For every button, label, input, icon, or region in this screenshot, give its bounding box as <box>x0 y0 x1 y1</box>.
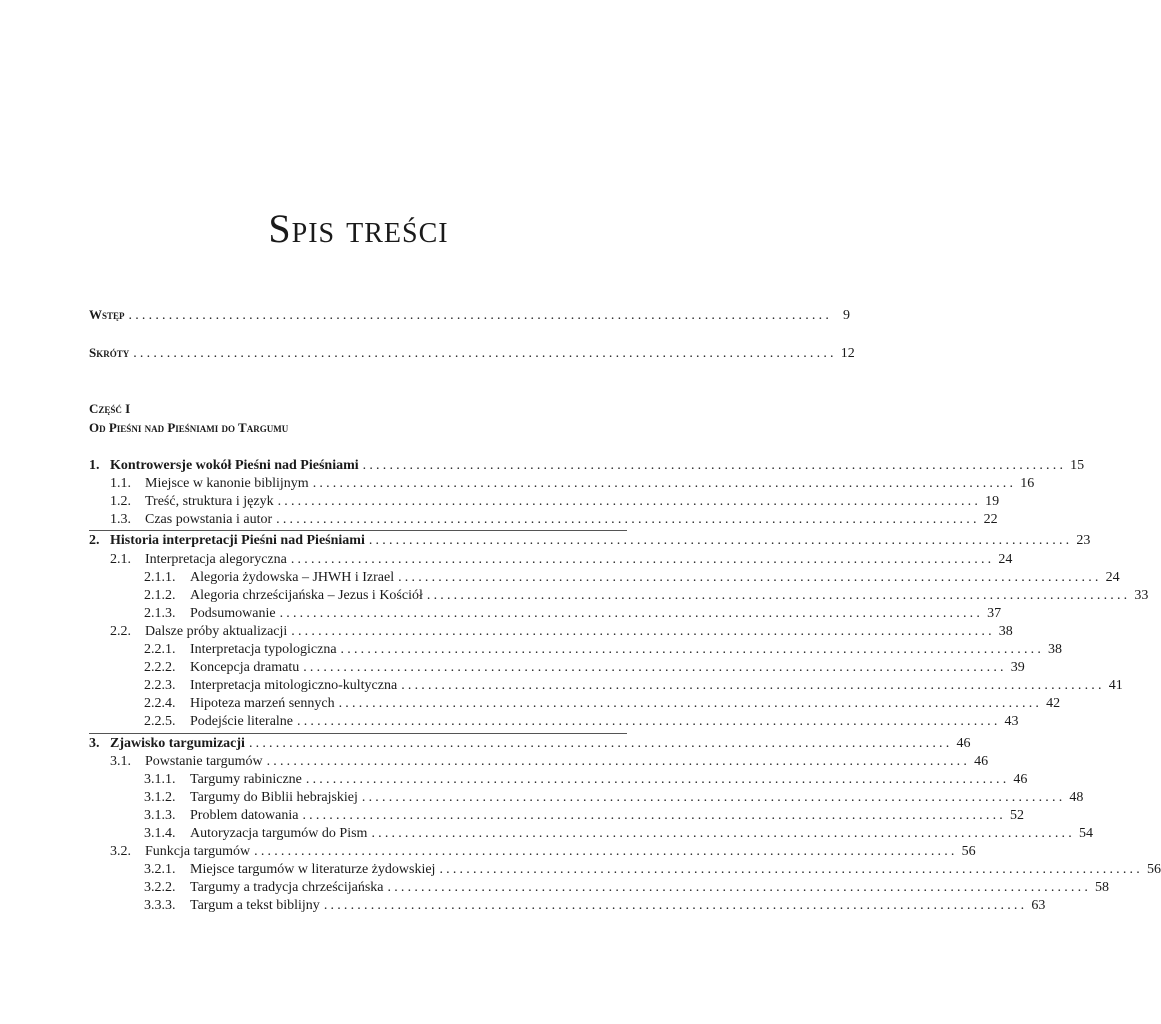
toc-entry-page: 56 <box>1146 862 1161 878</box>
dot-leader: ......................................................................................................... <box>401 678 1105 694</box>
toc-entry-number: 3.3.3. <box>144 898 176 914</box>
dot-leader: ......................................................................................................... <box>279 605 984 621</box>
toc-entry[interactable] <box>89 695 1061 713</box>
dot-leader: ......................................................................................................... <box>128 308 833 323</box>
toc-entry-skroty[interactable] <box>89 344 855 363</box>
toc-entry-label: Podejście literalne <box>190 714 294 730</box>
chapter-divider <box>89 530 627 531</box>
toc-entry[interactable] <box>89 457 1085 475</box>
toc-entry-number: 3.1.2. <box>144 789 176 805</box>
dot-leader: ......................................................................................................... <box>254 844 958 860</box>
toc-entry[interactable] <box>89 551 1013 569</box>
toc-entry-page: 24 <box>1105 569 1120 585</box>
dot-leader: ......................................................................................................... <box>277 494 982 510</box>
toc-entry[interactable] <box>89 511 998 529</box>
toc-entry-page: 42 <box>1046 696 1061 712</box>
toc-entry[interactable] <box>89 532 1091 550</box>
dot-leader: ......................................................................................................... <box>398 569 1102 585</box>
toc-entry-number: 3.1.1. <box>144 771 176 787</box>
toc-entry-label: Targumy rabiniczne <box>190 771 302 787</box>
toc-entry-label: Koncepcja dramatu <box>190 660 300 676</box>
dot-leader: ......................................................................................................... <box>323 898 1028 914</box>
dot-leader: ......................................................................................................... <box>312 476 1017 492</box>
toc-entry-label: Miejsce targumów w literaturze żydowskiej <box>190 862 436 878</box>
toc-entry-number: 3.1.3. <box>144 807 176 823</box>
toc-entry-number: 2.1.1. <box>144 569 176 585</box>
dot-leader: ......................................................................................................... <box>302 807 1006 823</box>
toc-entry[interactable] <box>89 879 1110 897</box>
toc-entry[interactable] <box>89 677 1123 695</box>
toc-entry-number: 1.2. <box>110 494 131 510</box>
toc-entry-page: 38 <box>1048 642 1063 657</box>
toc-entry-page: 12 <box>840 346 855 361</box>
toc-entry-wstep[interactable] <box>89 306 851 325</box>
toc-entry-number: 2.1.3. <box>144 605 176 621</box>
toc-entry-label: Alegoria żydowska – JHWH i Izrael <box>190 569 395 585</box>
toc-entry-page: 9 <box>843 308 851 323</box>
toc-entry-number: 3.1.4. <box>144 826 176 841</box>
toc-entry[interactable] <box>89 493 1000 511</box>
dot-leader: ......................................................................................................... <box>371 826 1075 841</box>
part-subtitle: Od Pieśni nad Pieśniami do Targumu <box>89 420 289 435</box>
toc-entry-label: Podsumowanie <box>190 605 276 621</box>
toc-entry-number: 3.2.2. <box>144 880 176 896</box>
toc-entry-page: 39 <box>1010 660 1025 676</box>
dot-leader: ......................................................................................................... <box>426 587 1131 603</box>
toc-entry-label: Interpretacja mitologiczno-kultyczna <box>190 678 398 694</box>
toc-entry-number: 1.3. <box>110 512 131 528</box>
toc-entry-label: Miejsce w kanonie biblijnym <box>145 476 309 492</box>
dot-leader: ......................................................................................................... <box>439 862 1143 878</box>
toc-entry[interactable] <box>89 771 1028 789</box>
toc-entry-label: Zjawisko targumizacji <box>110 735 245 751</box>
dot-leader: ......................................................................................................... <box>266 753 971 769</box>
toc-entry-number: 3. <box>89 735 100 751</box>
part-label: Część I <box>89 401 131 416</box>
toc-entry-number: 2.1.2. <box>144 587 176 603</box>
toc-entry-number: 2.2. <box>110 623 131 639</box>
toc-entry-page: 22 <box>983 512 998 528</box>
toc-entry-page: 37 <box>987 605 1002 621</box>
toc-entry[interactable] <box>89 807 1024 825</box>
toc-entry-number: 2. <box>89 533 100 549</box>
toc-entry-page: 24 <box>998 551 1013 567</box>
toc-entry-label: Targum a tekst biblijny <box>190 898 320 914</box>
toc-entry-label: Wstęp <box>89 307 125 322</box>
toc-entry[interactable] <box>89 569 1120 587</box>
toc-entry-label: Problem datowania <box>190 807 299 823</box>
toc-entry-label: Interpretacja typologiczna <box>190 642 337 657</box>
dot-leader: ......................................................................................................... <box>133 346 837 361</box>
toc-entry-page: 33 <box>1134 587 1149 603</box>
toc-entry-page: 46 <box>974 753 989 769</box>
toc-entry-page: 15 <box>1070 458 1085 473</box>
toc-entry-label: Powstanie targumów <box>145 753 263 769</box>
page-title: Spis treści <box>268 206 449 251</box>
toc-entry[interactable] <box>89 825 1093 843</box>
dot-leader: ......................................................................................................... <box>361 789 1066 805</box>
dot-leader: ......................................................................................................... <box>387 880 1092 896</box>
toc-entry-number: 2.2.1. <box>144 642 176 657</box>
dot-leader: ......................................................................................................... <box>276 512 980 528</box>
dot-leader: ......................................................................................................... <box>248 735 953 751</box>
toc-entry-label: Historia interpretacji Pieśni nad Pieśniami <box>110 533 365 549</box>
toc-entry[interactable] <box>89 623 1013 641</box>
toc-entry-number: 2.2.2. <box>144 660 176 676</box>
toc-entry-label: Interpretacja alegoryczna <box>145 551 287 567</box>
toc-entry-number: 2.1. <box>110 551 131 567</box>
dot-leader: ......................................................................................................... <box>303 660 1007 676</box>
dot-leader: ......................................................................................................... <box>338 696 1043 712</box>
toc-entry-page: 43 <box>1004 714 1019 730</box>
toc-entry-page: 19 <box>985 494 1000 510</box>
toc-entry-page: 63 <box>1031 898 1046 914</box>
toc-entry-label: Targumy do Biblii hebrajskiej <box>190 789 358 805</box>
toc-entry-number: 1. <box>89 458 100 473</box>
toc-entry-label: Autoryzacja targumów do Pism <box>190 826 368 841</box>
toc-entry-page: 41 <box>1108 678 1123 694</box>
toc-entry-page: 38 <box>998 623 1013 639</box>
toc-entry-page: 46 <box>1013 771 1028 787</box>
toc-entry-page: 16 <box>1020 476 1035 492</box>
toc-entry-label: Kontrowersje wokół Pieśni nad Pieśniami <box>110 458 359 473</box>
toc-entry[interactable] <box>89 659 1025 677</box>
toc-entry[interactable] <box>89 713 1019 731</box>
toc-entry-page: 54 <box>1078 826 1093 841</box>
toc-entry-label: Treść, struktura i język <box>145 494 274 510</box>
toc-entry[interactable] <box>89 605 1002 623</box>
dot-leader: ......................................................................................................... <box>297 714 1001 730</box>
toc-entry-page: 52 <box>1009 807 1024 823</box>
dot-leader: ......................................................................................................... <box>340 642 1045 657</box>
toc-entry[interactable] <box>89 789 1084 807</box>
toc-entry-label: Hipoteza marzeń sennych <box>190 696 335 712</box>
toc-entry-number: 3.2. <box>110 844 131 860</box>
toc-entry-page: 46 <box>956 735 971 751</box>
dot-leader: ......................................................................................................... <box>305 771 1010 787</box>
toc-entry-page: 48 <box>1069 789 1084 805</box>
dot-leader: ......................................................................................................... <box>362 458 1067 473</box>
toc-entry-page: 58 <box>1095 880 1110 896</box>
toc-entry-label: Alegoria chrześcijańska – Jezus i Kościół <box>190 587 423 603</box>
toc-entry-label: Funkcja targumów <box>145 844 251 860</box>
toc-entry-label: Dalsze próby aktualizacji <box>145 623 288 639</box>
toc-entry-label: Czas powstania i autor <box>145 512 273 528</box>
toc-entry[interactable] <box>89 735 971 753</box>
toc-entry-page: 23 <box>1076 533 1091 549</box>
toc-entry-label: Targumy a tradycja chrześcijańska <box>190 880 384 896</box>
toc-entry[interactable] <box>89 475 1035 493</box>
toc-entry-number: 1.1. <box>110 476 131 492</box>
dot-leader: ......................................................................................................... <box>291 623 995 639</box>
toc-entry-page: 56 <box>961 844 976 860</box>
toc-entry-number: 2.2.4. <box>144 696 176 712</box>
toc-entry-number: 2.2.5. <box>144 714 176 730</box>
toc-entry[interactable] <box>89 587 1149 605</box>
toc-entry[interactable] <box>89 753 989 771</box>
toc-entry[interactable] <box>89 641 1063 659</box>
dot-leader: ......................................................................................................... <box>368 533 1073 549</box>
toc-entry[interactable] <box>89 897 1046 915</box>
toc-entry-number: 2.2.3. <box>144 678 176 694</box>
toc-entry[interactable] <box>89 843 976 861</box>
toc-entry-number: 3.2.1. <box>144 862 176 878</box>
toc-entry[interactable] <box>89 861 1161 879</box>
chapter-divider <box>89 733 627 734</box>
toc-entry-number: 3.1. <box>110 753 131 769</box>
toc-entry-label: Skróty <box>89 345 130 360</box>
dot-leader: ......................................................................................................... <box>290 551 995 567</box>
